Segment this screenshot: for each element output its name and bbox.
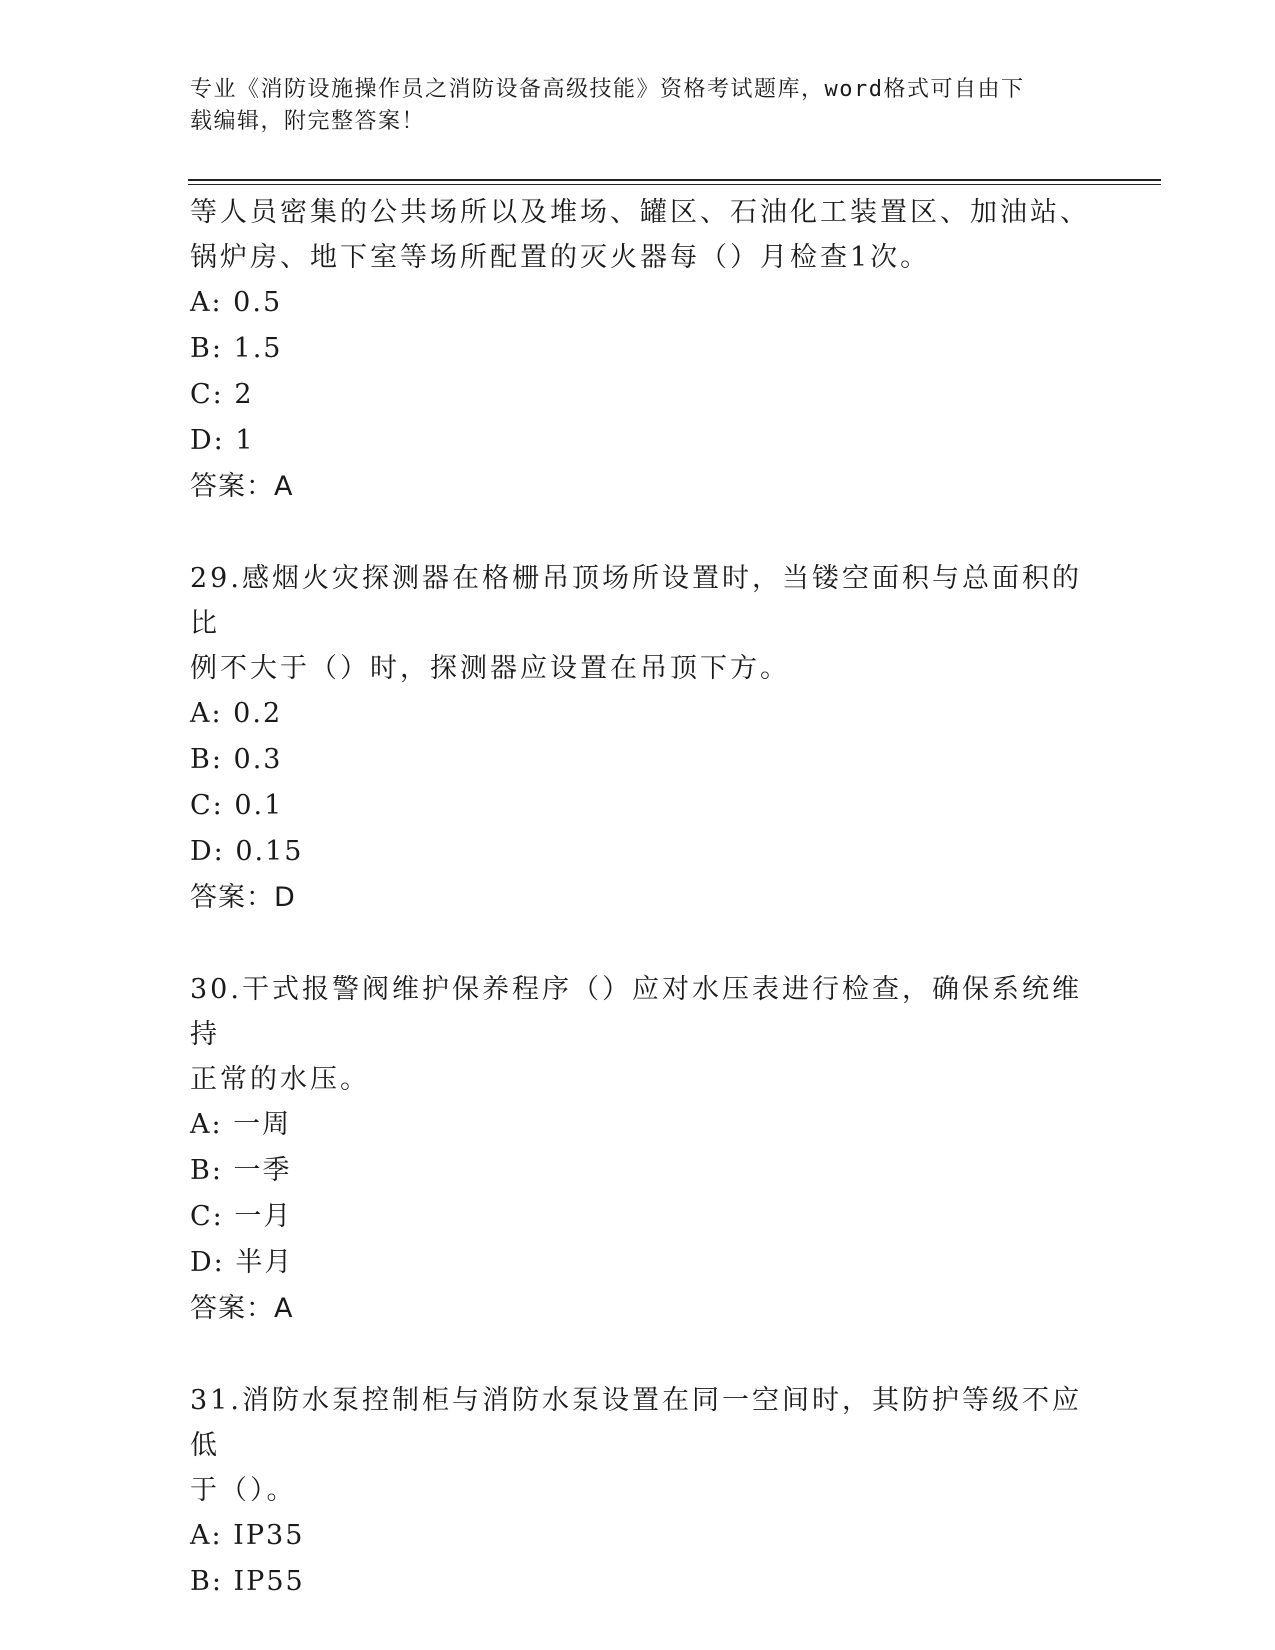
document-header [190,74,1070,138]
option-d: D: 0.15 [190,836,304,867]
question-block [190,556,1090,921]
option-d: D: 半月 [190,1247,294,1278]
option-b: B: 0.3 [190,744,283,775]
option-a: A: 0.2 [190,698,283,729]
question-text-line: 等人员密集的公共场所以及堆场、罐区、石油化工装置区、加油站、 [190,197,1090,228]
header-divider-thin [188,184,1161,185]
option-a: A: 0.5 [190,287,283,318]
question-block [190,190,1090,510]
header-line-2: 载编辑，附完整答案！ [190,109,426,134]
option-c: C: 一月 [190,1201,293,1232]
option-a: A: 一周 [190,1109,292,1140]
question-block [190,967,1090,1332]
answer-line: 答案：A [190,1293,294,1324]
question-block [190,1378,1090,1605]
option-d: D: 1 [190,425,255,456]
option-c: C: 0.1 [190,790,284,821]
question-text-line: 29.感烟火灾探测器在格栅吊顶场所设置时，当镂空面积与总面积的比 [190,563,1082,639]
question-text-line: 于（）。 [190,1475,297,1506]
header-line-1: 专业《消防设施操作员之消防设备高级技能》资格考试题库，word格式可自由下 [190,77,1025,102]
question-text-line: 31.消防水泵控制柜与消防水泵设置在同一空间时，其防护等级不应低 [190,1385,1082,1461]
question-text-line: 30.干式报警阀维护保养程序（）应对水压表进行检查，确保系统维持 [190,974,1082,1050]
question-text-line: 例不大于（）时，探测器应设置在吊顶下方。 [190,653,790,684]
option-a: A: IP35 [190,1520,305,1551]
option-b: B: 1.5 [190,333,283,364]
question-list [190,190,1090,1605]
option-b: B: IP55 [190,1566,305,1597]
answer-line: 答案：D [190,882,296,913]
question-text-line: 锅炉房、地下室等场所配置的灭火器每（）月检查1次。 [190,242,931,273]
option-c: C: 2 [190,379,254,410]
answer-line: 答案：A [190,471,294,502]
option-b: B: 一季 [190,1155,292,1186]
question-text-line: 正常的水压。 [190,1064,370,1095]
header-divider-thick [188,179,1161,181]
